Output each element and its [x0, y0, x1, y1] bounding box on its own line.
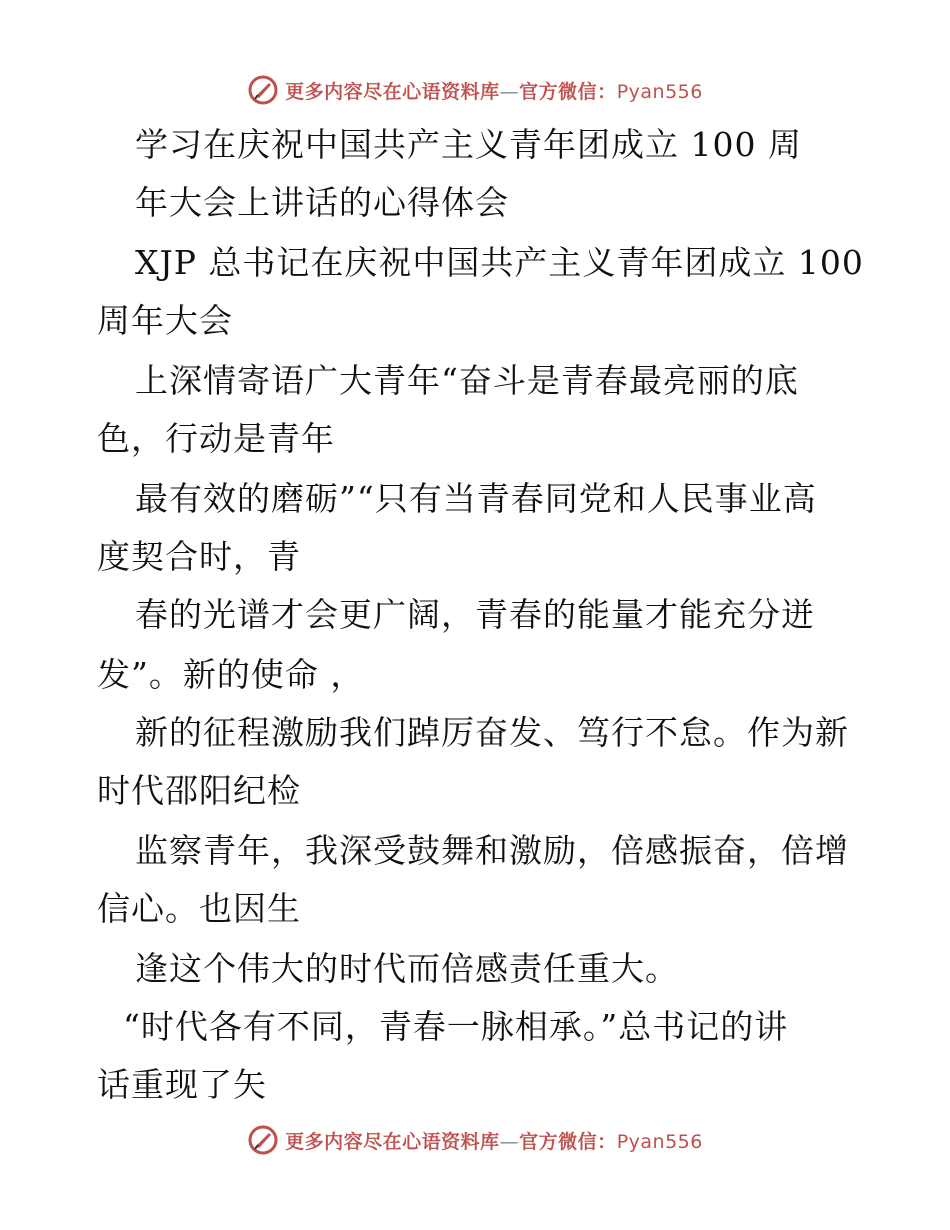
- doc-line: 时代邵阳纪检: [97, 771, 301, 810]
- header-site-text: 更多内容尽在心语资料库: [285, 80, 500, 103]
- doc-line: 度契合时，青: [97, 537, 301, 576]
- quill-logo-icon: [247, 1124, 279, 1156]
- doc-line: 学习在庆祝中国共产主义青年团成立 100 周: [135, 125, 802, 164]
- header-wechat-id: Pyan556: [616, 80, 703, 103]
- doc-line: 年大会上讲话的心得体会: [135, 183, 509, 222]
- header-banner-text: [285, 77, 703, 104]
- footer-banner-text: [285, 1127, 703, 1154]
- footer-site-text: 更多内容尽在心语资料库: [285, 1130, 500, 1153]
- doc-line: “时代各有不同，青春一脉相承。”总书记的讲: [123, 1007, 789, 1046]
- quill-logo-icon: [247, 74, 279, 106]
- doc-line: 新的征程激励我们踔厉奋发、笃行不怠。作为新: [135, 713, 849, 752]
- doc-line: XJP 总书记在庆祝中国共产主义青年团成立 100: [135, 243, 864, 282]
- doc-line: 发”。新的使命 ，: [97, 655, 365, 694]
- footer-wechat-label: 官方微信：: [519, 1130, 617, 1153]
- doc-line: 春的光谱才会更广阔，青春的能量才能充分迸: [135, 595, 815, 634]
- doc-line: 色，行动是青年: [97, 419, 335, 458]
- header-wechat-label: 官方微信：: [519, 80, 617, 103]
- doc-line: 逢这个伟大的时代而倍感责任重大。: [135, 949, 679, 988]
- footer-separator: —: [499, 1130, 520, 1153]
- doc-line: 话重现了矢: [97, 1065, 267, 1104]
- doc-line: 周年大会: [97, 301, 233, 340]
- doc-line: 最有效的磨砺”“只有当青春同党和人民事业高: [135, 479, 817, 518]
- doc-line: 信心。也因生: [97, 889, 301, 928]
- header-separator: —: [499, 80, 520, 103]
- footer-banner: [0, 1120, 950, 1160]
- doc-line: 监察青年，我深受鼓舞和激励，倍感振奋，倍增: [135, 831, 849, 870]
- header-banner: [0, 70, 950, 110]
- footer-wechat-id: Pyan556: [616, 1130, 703, 1153]
- doc-line: 上深情寄语广大青年“奋斗是青春最亮丽的底: [135, 361, 799, 400]
